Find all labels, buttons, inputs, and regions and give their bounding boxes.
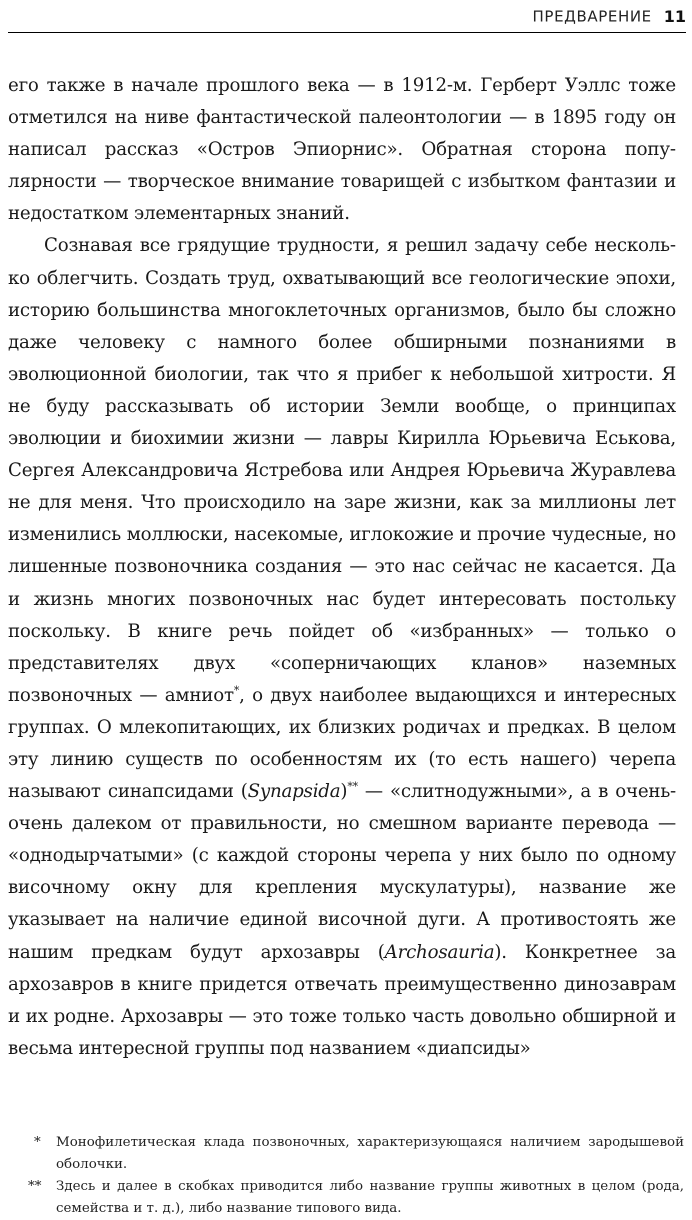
paragraph-2-text-c: ) [340,781,348,803]
footnote-text-2: Здесь и далее в скобках приводится либо название группы животных в целом (рода, семейства и т. д.), либо название типового вида. [56,1179,684,1216]
paragraph-2-text-b: , о двух наиболее выдающихся и интересных группах. О млекопитающих, их близких родичах и предках. В целом эту линию существ по особенностям их (то есть нашего) черепа называют синапсидами ( [8,684,676,803]
footnotes [8,1132,684,1220]
footnote-1 [8,1132,684,1176]
main-text [8,70,676,1065]
paragraph-2-text-d: — «слитнодужными», а в очень-очень далеком от правильности, но смешном варианте перевода — «однодырчатыми» (с каждой стороны черепа у них было по одному височному окну для крепления мускулатуры), название же указывает на наличие единой височной дуги. А противостоять же нашим предкам будут архозавры ( [8,781,676,963]
paragraph-2-text-e: ). Конкретнее за архозавров в книге придется отвечать преимущественно динозаврам и их родне. Архозавры — это тоже только часть довольно обширной и весьма интересной группы под названием «диапсиды» [8,941,676,1059]
latin-term-synapsida: Synapsida [247,781,341,803]
footnote-ref-2: ** [347,780,358,793]
latin-term-archosauria: Archosauria [384,941,495,963]
chapter-title: ПРЕДВАРЕНИЕ [532,7,652,26]
footnote-ref-1: * [233,683,240,697]
footnote-2 [8,1176,684,1220]
footnote-mark-2: ** [28,1179,42,1194]
running-header [8,6,686,33]
paragraph-2 [8,230,676,1064]
footnote-text-1: Монофилетическая клада позвоночных, характеризующаяся наличием зародышевой оболочки. [56,1135,684,1172]
paragraph-1: его также в начале прошлого века — в 1912-м. Герберт Уэллс тоже отметился на ниве фантастической палеонтологии — в 1895 году он написал рассказ «Остров Эпиорнис». Обратная сторона популярности — творческое внимание товарищей с избытком фантазии и недостатком элементарных знаний. [8,75,676,225]
page-number: 11 [663,7,686,26]
paragraph-2-text-a: Сознавая все грядущие трудности, я решил задачу себе несколько облегчить. Создать труд, охватывающий все геологические эпохи, историю большинства многоклеточных организмов, было бы сложно даже человеку с намного более обширными познаниями в эволюционной биологии, так что я прибег к небольшой хитрости. Я не буду рассказывать об истории Земли вообще, о принципах эволюции и биохимии жизни — лавры Кирилла Юрьевича Еськова, Сергея Александровича Ястребова или Андрея Юрьевича Журавлева не для меня. Что происходило на заре жизни, как за миллионы лет изменились моллюски, насекомые, иглокожие и прочие чудесные, но лишенные позвоночника создания — это нас сейчас не касается. Да и жизнь многих позвоночных нас будет интересовать постольку поскольку. В книге речь пойдет об «избранных» — только о представителях двух «соперничающих кланов» наземных позвоночных — амниот [8,235,676,706]
footnote-mark-1: * [34,1135,41,1150]
